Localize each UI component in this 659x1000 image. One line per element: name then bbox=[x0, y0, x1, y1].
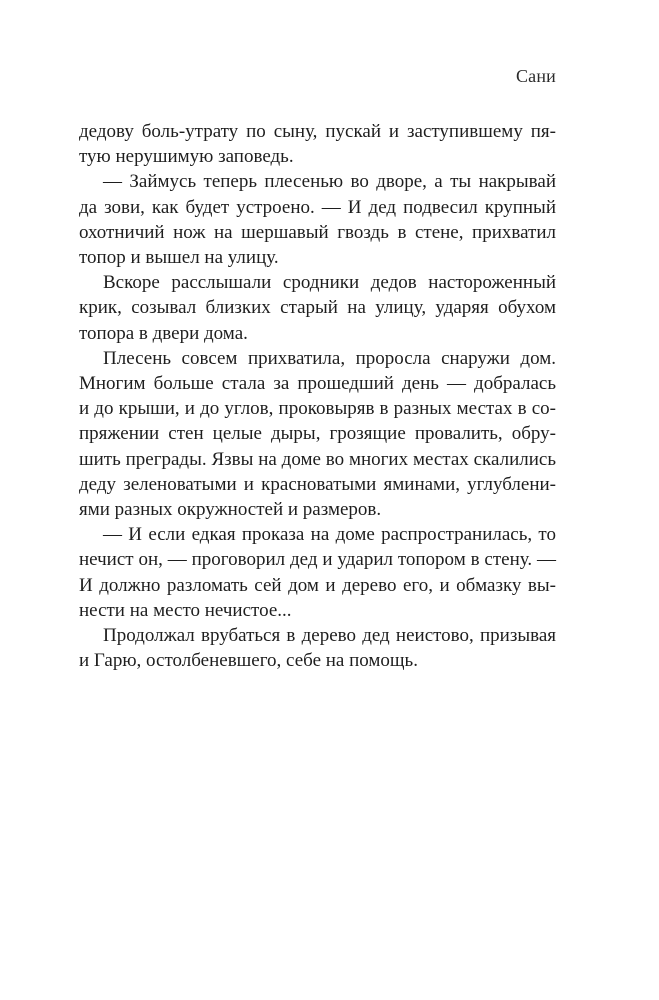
text-line: нечист он, — проговорил дед и ударил топором в стену. — bbox=[79, 549, 556, 571]
text-line: — Займусь теперь плесенью во дворе, а ты накрывай bbox=[103, 171, 556, 193]
text-line: да зови, как будет устроено. — И дед подвесил крупный bbox=[79, 196, 556, 218]
paragraph bbox=[79, 522, 556, 623]
text-line: и до крыши, и до углов, проковыряв в разных местах в со- bbox=[79, 398, 556, 420]
page-text bbox=[79, 119, 556, 673]
text-line: Многим больше стала за прошедший день — добралась bbox=[79, 373, 556, 395]
text-line: пряжении стен целые дыры, грозящие провалить, обру- bbox=[79, 423, 556, 445]
paragraph bbox=[79, 270, 556, 346]
text-line: крик, созывал близких старый на улицу, ударяя обухом bbox=[79, 297, 556, 319]
text-line: Продолжал врубаться в дерево дед неистово, призывая bbox=[103, 625, 556, 647]
text-line: охотничий нож на шершавый гвоздь в стене, прихватил bbox=[79, 221, 556, 243]
text-line: дедову боль-утрату по сыну, пускай и заступившему пя- bbox=[79, 121, 556, 142]
text-line: тую нерушимую заповедь. bbox=[79, 146, 294, 168]
text-line: И должно разломать сей дом и дерево его, и обмазку вы- bbox=[79, 574, 556, 596]
text-line: Плесень совсем прихватила, проросла снаружи дом. bbox=[103, 347, 556, 369]
text-line: топора в двери дома. bbox=[79, 322, 248, 344]
running-head: Сани bbox=[515, 66, 556, 86]
text-line: и Гарю, остолбеневшего, себе на помощь. bbox=[79, 650, 418, 672]
text-line: шить преграды. Язвы на доме во многих местах скалились bbox=[79, 448, 556, 470]
paragraph bbox=[79, 169, 556, 270]
text-line: — И если едкая проказа на доме распространилась, то bbox=[103, 524, 556, 546]
text-line: нести на место нечистое... bbox=[79, 599, 292, 621]
paragraph bbox=[79, 346, 556, 522]
text-line: топор и вышел на улицу. bbox=[79, 247, 279, 269]
text-line: Вскоре расслышали сродники дедов настороженный bbox=[103, 272, 556, 294]
paragraph bbox=[79, 119, 556, 169]
text-line: деду зеленоватыми и красноватыми яминами, углублени- bbox=[79, 473, 556, 495]
paragraph bbox=[79, 623, 556, 673]
text-line: ями разных окружностей и размеров. bbox=[79, 499, 382, 521]
